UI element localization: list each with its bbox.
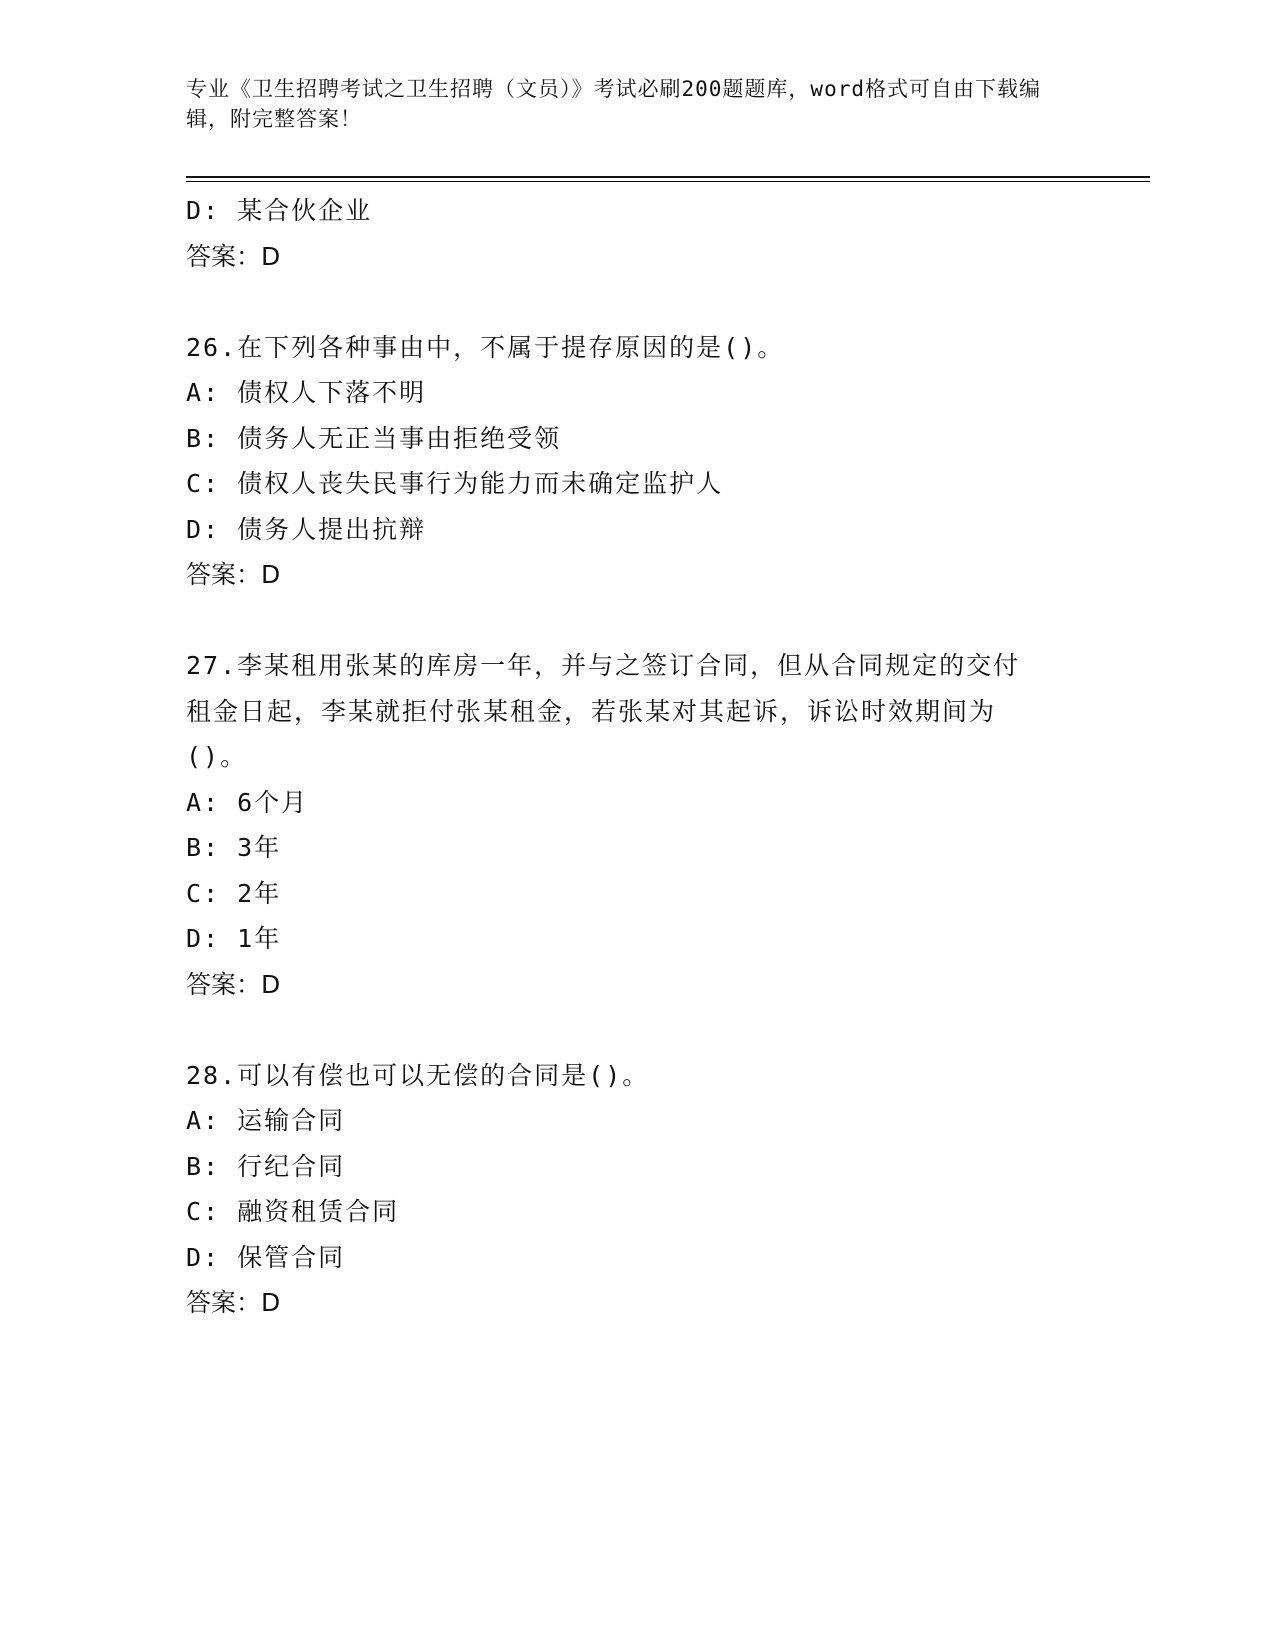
answer-line: 答案：D [186, 969, 281, 999]
document-header: 专业《卫生招聘考试之卫生招聘（文员）》考试必刷200题题库，word格式可自由下载编辑，附完整答案！ [186, 77, 1041, 131]
option-a: A: 运输合同 [186, 1106, 346, 1135]
question-list [186, 188, 1086, 1326]
question-stem: 26.在下列各种事由中，不属于提存原因的是()。 [186, 332, 785, 362]
option-d: D: 1年 [186, 924, 282, 953]
answer-line: 答案：D [186, 1288, 281, 1317]
spacer [186, 279, 1086, 325]
option-c: C: 融资租赁合同 [186, 1197, 400, 1226]
option-b: B: 3年 [186, 833, 282, 862]
answer-line: 答案：D [186, 241, 281, 271]
option-c: C: 2年 [186, 878, 282, 908]
question-stem: 28.可以有偿也可以无偿的合同是()。 [186, 1060, 650, 1090]
option-d: D: 某合伙企业 [186, 196, 373, 225]
option-b: B: 行纪合同 [186, 1151, 346, 1181]
header-divider-thin [186, 181, 1150, 182]
spacer [186, 598, 1086, 644]
option-a: A: 6个月 [186, 787, 309, 817]
answer-line: 答案：D [186, 560, 281, 589]
option-d: D: 保管合同 [186, 1242, 346, 1272]
spacer [186, 1007, 1086, 1053]
header-divider-thick [186, 176, 1150, 178]
question-stem: 27.李某租用张某的库房一年，并与之签订合同，但从合同规定的交付租金日起，李某就拒付张某租金，若张某对其起诉，诉讼时效期间为()。 [186, 651, 1021, 771]
option-d: D: 债务人提出抗辩 [186, 514, 427, 544]
option-c: C: 债权人丧失民事行为能力而未确定监护人 [186, 469, 724, 498]
option-b: B: 债务人无正当事由拒绝受领 [186, 423, 562, 453]
option-a: A: 债权人下落不明 [186, 378, 427, 407]
